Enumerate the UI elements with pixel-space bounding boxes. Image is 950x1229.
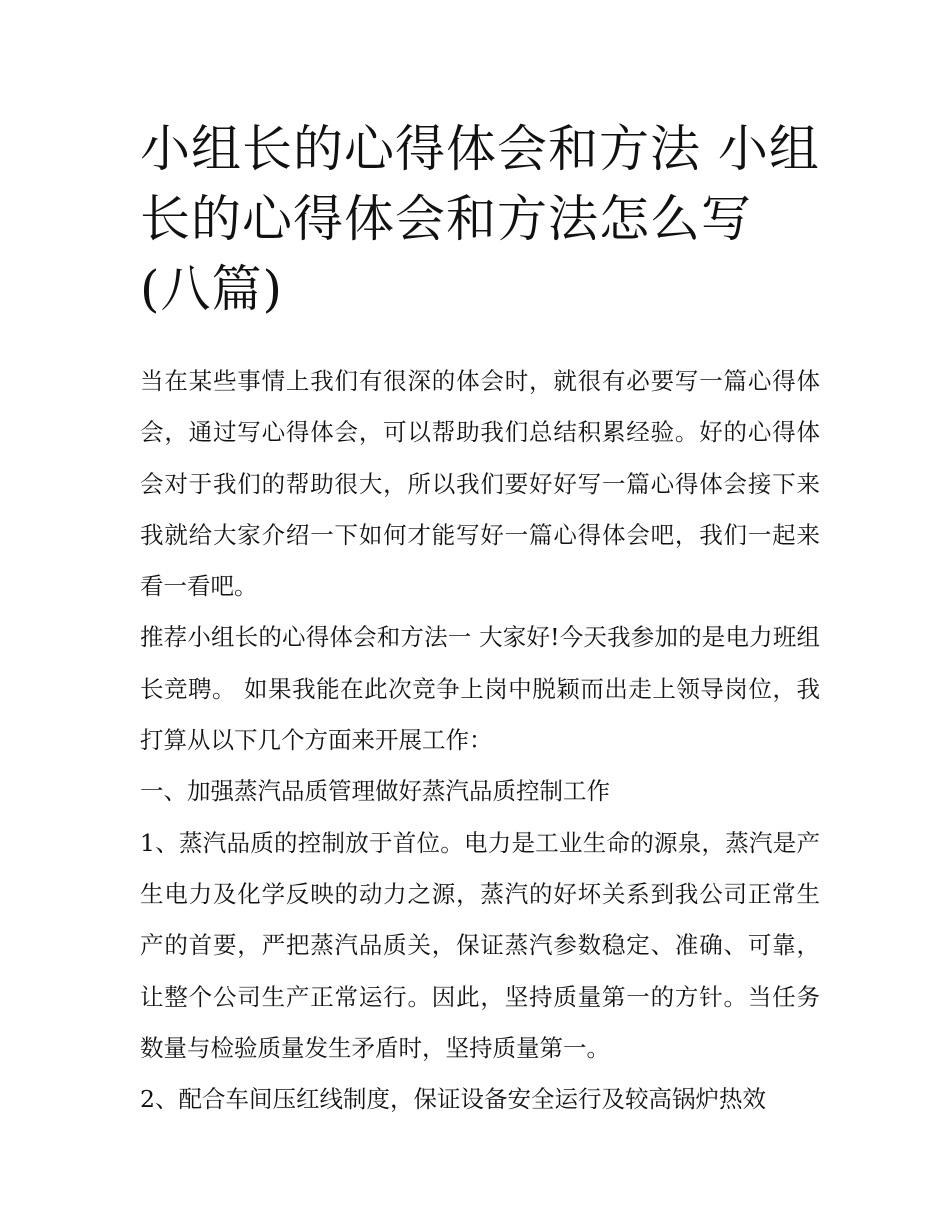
- section-heading-1: 一、加强蒸汽品质管理做好蒸汽品质控制工作: [140, 777, 610, 806]
- paragraph-intro: 当在某些事情上我们有很深的体会时，就很有必要写一篇心得体会，通过写心得体会，可以帮助我们总结积累经验。好的心得体会对于我们的帮助很大，所以我们要好好写一篇心得体会接下来我就给大家介绍一下如何才能写好一篇心得体会吧，我们一起来看一看吧。: [140, 367, 820, 601]
- paragraph-item-2: 2、配合车间压红线制度，保证设备安全运行及较高锅炉热效: [140, 1085, 766, 1114]
- document-title: 小组长的心得体会和方法 小组长的心得体会和方法怎么写(八篇): [140, 120, 820, 318]
- paragraph-recommendation: 推荐小组长的心得体会和方法一 大家好!今天我参加的是电力班组长竞聘。 如果我能在此次竞争上岗中脱颖而出走上领导岗位，我打算从以下几个方面来开展工作：: [140, 623, 820, 755]
- document-body: [140, 356, 820, 1125]
- paragraph-item-1: 1、蒸汽品质的控制放于首位。电力是工业生命的源泉，蒸汽是产生电力及化学反映的动力之源，蒸汽的好坏关系到我公司正常生产的首要，严把蒸汽品质关，保证蒸汽参数稳定、准确、可靠，让整个公司生产正常运行。因此，坚持质量第一的方针。当任务数量与检验质量发生矛盾时，坚持质量第一。: [140, 828, 820, 1062]
